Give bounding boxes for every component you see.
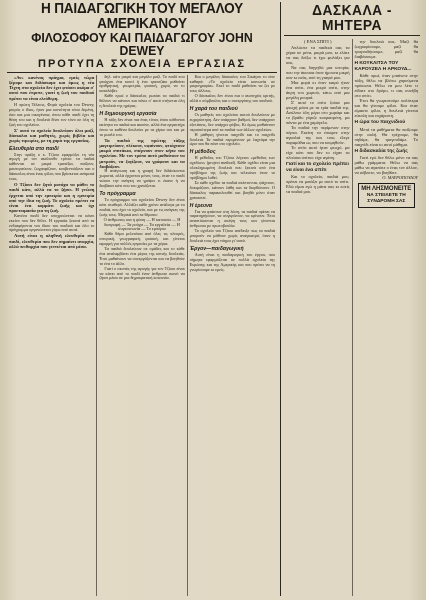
paragraph: Αυτή είναι η αληθινή ελευθερία στο παιδί, ελευθερία που δεν σημαίνει αναρχία, αλλά πειθαρχία που γεννιέται από μέσα. [9,233,95,249]
section-heading: Γιατί και το σχολείο πρέπει να είναι ένα σπίτι [286,162,349,173]
section-heading: Η χαρά του παιδιού [189,106,238,113]
headline-line-2: ΦΙΛΟΣΟΦΟΥ ΚΑΙ ΠΑΙΔΑΓΩΓΟΥ JOHN DEWEY [31,30,253,59]
paragraph: Κάθε πρωί ο δάσκαλος ρωτάει τα παιδιά τι θέλουν να κάνουν και πάνω σ' αυτό στήνεται όλη η δουλειά της ημέρας. [99,93,185,109]
article-column-2 [96,75,186,596]
paragraph: Η ανάγνωση και η γραφή δεν διδάσκονται χωριστά, αλλά έρχονται μόνες τους, όταν το παιδί νιώσει την ανάγκη να γράψει τι έκανε ή να διαβάσει κάτι που του χρειάζεται. [99,168,185,189]
paragraph: Κάθε πρωί, όταν μπαίνετε στην τάξη, θέλω να βλέπω χαρούμενα πρόσωπα. Θέλω να μου λέτε τι είδατε στο δρόμο, τι σας συνέβη στο σπίτι. [354,73,418,99]
right-title-rule [284,35,420,36]
paragraph: Τα παιδιά την περίμεναν στην πόρτα. Εκείνη τα έπαιρνε στην αγκαλιά της και τους έλεγε παραμύθια ως που να κοιμηθούν. [286,125,350,145]
paragraph: Στην πράξη ο κ. Τζίουι εφαρμόζει τη νέα αγωγή με τον ακόλουθο τρόπο: τα παιδιά κάθονται σε μικρά τραπέζια, παίζουν, μαστορεύουν, ζωγραφίζουν, κουβεντιάζουν και ο δάσκαλος είναι ένας φίλος που βρίσκεται ανάμεσά τους. [9,151,95,182]
paragraph: Αυτή είναι η παιδαγωγική του έργου, που σήμερα εφαρμόζεται σε πολλά σχολεία της Ευρώπης και της Αμερικής και που πρέπει να τη γνωρίσουμε κι εμείς. [189,251,275,272]
dewey-article [7,2,277,596]
paragraph: Τα παιδιά δουλεύουν σε ομάδες και το κάθε ένα αναλαμβάνει ένα μέρος της κοινής δουλειάς. Έτσι μαθαίνουν να συνεργάζονται και να βοηθούν το ένα το άλλο. [99,246,185,266]
paragraph: την δουλειά σας. Μαζί θα ζωγραφίσουμε, μαζί θα τραγουδήσουμε, μαζί θα διαβάσουμε. [354,39,418,59]
notice-line-1: ΜΗ ΛΗΣΜΟΝΕΙΤΕ [361,186,412,193]
paragraph: Κάθε θέμα μελετάται από όλες τις πλευρές, ιστορική, γεωγραφική, φυσική, και γίνεται αφορμή για πολλές εργασίες με τα χέρια. [99,231,185,247]
topic-list: Ο άνθρωπος και η φύση — Η κατοικία — Η διατροφή — Τα ρούχα — Τα εργαλεία — Η συγκοινωνία — Το εμπόριο [103,216,181,232]
paragraph: Σ' αυτό το σπίτι ζούσε μια φτωχή μάνα με τα τρία παιδιά της. Δούλευε όλη μέρα στο χωράφι και το βράδυ γύριζε κουρασμένη, μα πάντα με ένα χαμόγελο. [286,100,350,125]
paragraph: Γιατί ο σκοπός της αγωγής για τον Τζίουι είναι να κάνει από το παιδί έναν άνθρωπο ικανό να ζήσει μέσα σε μια δημοκρατική κοινωνία. [99,265,185,281]
paragraph: Μια φορά κι έναν καιρό ήταν ένα σπίτι, ένα μικρό σπίτι, στην άκρη του χωριού, κάτω από μια μεγάλη μουριά. [286,80,350,100]
right-column-1 [284,39,352,596]
paragraph: Κανένα παιδί δεν υποχρεώνεται να κάνει εκείνο που δεν θέλει. Η εργασία ξεκινά από τα ενδιαφέροντα του ίδιου του παιδιού και όλο το πρόγραμμα οργανώνεται γύρω από αυτά. [9,212,95,233]
paragraph: Σ' αυτό το σχολείο δουλεύουν όλοι μαζί, δάσκαλοι και μαθητές, χωρίς βιβλία και χωρίς τιμωρίες, με τη χαρά της εργασίας. [9,127,95,144]
section-heading: Η ώρα του παιχνιδιού [354,120,406,126]
right-column-2 [352,39,421,596]
section-heading: Ελευθερία στο παιδί [9,145,59,152]
headline-rule [7,72,277,73]
paragraph: Και ο μεγάλος δάσκαλος του Σικάγου το είπε καθαρά: «Το σχολείο είναι κοινωνία σε μικρογραφία». Εκεί το παιδί μαθαίνει να ζει με τους άλλους. [189,74,275,94]
right-columns [284,39,420,596]
section-heading: Η διδασκαλία της ζωής [354,148,408,154]
column-divider [280,2,281,596]
paragraph: δηλ. κάτι μικρό και μεγάλο μαζί. Το παιδί που φτιάχνει ένα κουτί ή ένα τραπεζάκι μαθαίνει αριθμητική, γεωμετρία, φυσική, χωρίς να το καταλάβει. [99,74,185,94]
paragraph: Το σχολείο του Τζίουι απέδειξε πως τα παιδιά μπορούν να μάθουν χωρίς αναγκασμό, όταν η δουλειά τους έχει νόημα γι' αυτά. [189,228,275,243]
paragraph: Η τάξη δεν είναι πια ένας τόπος όπου κάθονται ακίνητα τα παιδιά και ακούνε, αλλά ένα εργαστήρι όπου το καθένα δουλεύει με τα χέρια του και με το μυαλό του. [99,116,185,137]
section-heading: Η ΚΟΥΚΛΙΤΣΑ ΤΟΥ ΚΑΡΟΥΖΕΛ Η ΑΡΚΟΥΔ... [354,61,412,72]
right-article-title: ΔΑΣΚΑΛΑ - ΜΗΤΕΡΑ [312,2,392,34]
paragraph: Και το σχολείο, παιδιά μου, πρέπει να μοιάζει με αυτό το σπίτι. Εδώ είμαι εγώ η μάνα σας κι εσείς τα παιδιά μου. [286,174,350,195]
article-column-3 [187,75,277,596]
section-heading: Η έρευνα [189,202,213,209]
paragraph: Σε κάθε σχέδιο τα παιδιά σκέπτονται, ψάχνουν, δοκιμάζουν, κάνουν λάθη και τα διορθώνουν. Ο δάσκαλος παρακολουθεί και βοηθά μόνο όταν χρειαστεί. [189,179,275,200]
paragraph: Η πρώτη Τέλεσις, Φορά σχολεία του Dewey, μικρός ο ίδιος, ήταν μια κοινότητα τόσο δεμένη, όσο και μια οικογένεια, όπου κάθε παιδί έχει τη θέση του και η δουλειά δίνει τον τόνο σε όλη τη ζωή του σχολείου. [9,102,95,127]
paragraph: Έτσι θα γνωριστούμε καλύτερα και θα γίνουμε φίλοι. Και όταν είμαστε φίλοι, η δουλειά γίνεται εύκολη και ευχάριστη. [354,98,418,119]
article-subheadline: ΠΡΟΤΥΠΑ ΣΧΟΛΕΙΑ ΕΡΓΑΣΙΑΣ [38,57,246,70]
notice-line-2: ΝΑ ΣΤΕΙΛΕΤΕ ΤΗ ΣΥΝΔΡΟΜΗ ΣΑΣ [366,193,406,205]
subscription-notice [358,183,416,208]
paragraph: Οι μαθητές του σχολείου αυτού δουλεύουν με ευχαρίστηση. Δεν υπάρχουν βαθμοί, δεν υπάρχουν εξετάσεις, δεν υπάρχει φόβος. Κι όμως μαθαίνουν περισσότερα από τα παιδιά των άλλων σχολείων. [189,112,275,132]
paragraph: Ο δάσκαλος δεν είναι πια ο αυστηρός κριτής, αλλά ο σύμβουλος και ο συνεργάτης του παιδιού. [189,93,275,104]
teacher-mother-article [284,2,420,596]
paragraph: Η μάθηση γίνεται παιχνίδι και το παιχνίδι δουλειά. Τα παιδιά περιμένουν με λαχτάρα την ώρα που θα πάνε στο σχολείο. [189,131,275,147]
paragraph: Απλώστε τα παιδικά σας τα χέρια σε μένα, μικρά μου, κι ελάτε να σας δείξω τι έχω φυλάξει για σας. [286,45,350,65]
section-heading: Το πρόγραμμα [99,190,136,197]
section-heading: Η δημιουργική εργασία [99,110,157,117]
section-heading: Η μέθοδος [189,149,216,156]
section-lead: ( ΕΝΑ ΣΠΙΤΙ ) [303,39,332,44]
paragraph: Να σας διηγηθώ μια ιστορία, που την άκουσα όταν ήμουνα μικρή σαν κι εσάς, από τη γιαγιά μου. [286,65,350,80]
author-signature: Ο. ΜΑΥΡΟΠΟΥΛΟΥ [382,175,418,181]
paragraph: Για να φτάσουν στη λύση, τα παιδιά πρέπει να παρατηρήσουν, να συγκρίνουν, να κρίνουν. Έτσι αναπτύσσεται η σκέψη τους και γίνονται άνθρωποι με πρωτοβουλία. [189,208,275,229]
paragraph: Μετά τα μαθήματα θα παίζουμε στην αυλή. Θα τρέχουμε, θα πηδάμε, θα τραγουδάμε. Το παιχνίδι είναι κι αυτό μάθημα. [354,126,418,147]
paragraph: Τα παιδιά της πρώτης τάξης μαγειρεύουν, πλέκουν, υφαίνουν, φτιάχνουν μικρά σπιτάκια, σπέρνουν στον κήπο του σχολείου. Με τον τρόπο αυτό μαθαίνουν να μετρούν, να ζυγίζουν, να γράφουν και να διαβάζουν. [99,137,185,170]
article-columns [7,75,277,596]
paragraph: Γιατί εγώ δεν θέλω μόνο να σας μάθω γράμματα. Θέλω να σας μάθω να αγαπάτε ο ένας τον άλλον, να σέβεστε, να βοηθάτε. [354,155,418,176]
section-heading: Έργον—παιδαγωγική [189,245,244,252]
paragraph: Ο Τζίουι δεν ζητά μονάχα να μάθει το παιδί κάτι, αλλά να το ζήσει. Η γνώση έρχεται από την εμπειρία και η εμπειρία από την ίδια τη ζωή. Το σχολείο πρέπει να είναι ένα κομμάτι ζωής και όχι προετοιμασία για τη ζωή. [9,181,95,214]
headline-line-1: Η ΠΑΙΔΑΓΩΓΙΚΗ ΤΟΥ ΜΕΓΑΛΟΥ ΑΜΕΡΙΚΑΝΟΥ [40,1,244,32]
article-column-1 [7,75,96,596]
paragraph: Η μέθοδος του Τζίουι λέγεται «μέθοδος των σχεδίων» (project method). Κάθε σχέδιο είναι μια ολοκληρωμένη δουλειά που ξεκινά από ένα πρόβλημα της ζωής και τελειώνει όταν το πρόβλημα λυθεί. [189,155,275,180]
paragraph: Το πρόγραμμα του σχολείου Dewey δεν είναι κάτι σταθερό. Αλλάζει κάθε χρόνο ανάλογα με τα παιδιά, που έχει το σχολείο, και με τις ανάγκες της ζωής τους. Μερικά από τα θέματα: [99,196,185,217]
paragraph: Το σπίτι αυτό ήταν φτωχό, μα είχε κάτι που δεν το είχαν τα πλούσια σπίτια: είχε αγάπη. [286,145,350,160]
paragraph: «Αν» κανένας πράγμα, εμείς τώρα ξέρομε και διδάσκομε και όμως η νέα Τέχνη στα σχολεία δεν έχει φτάσει ακόμα σ' αυτό που έπρεπε, γιατί η ζωή του παιδιού πρέπει να είναι ελεύθερη. [9,74,95,101]
